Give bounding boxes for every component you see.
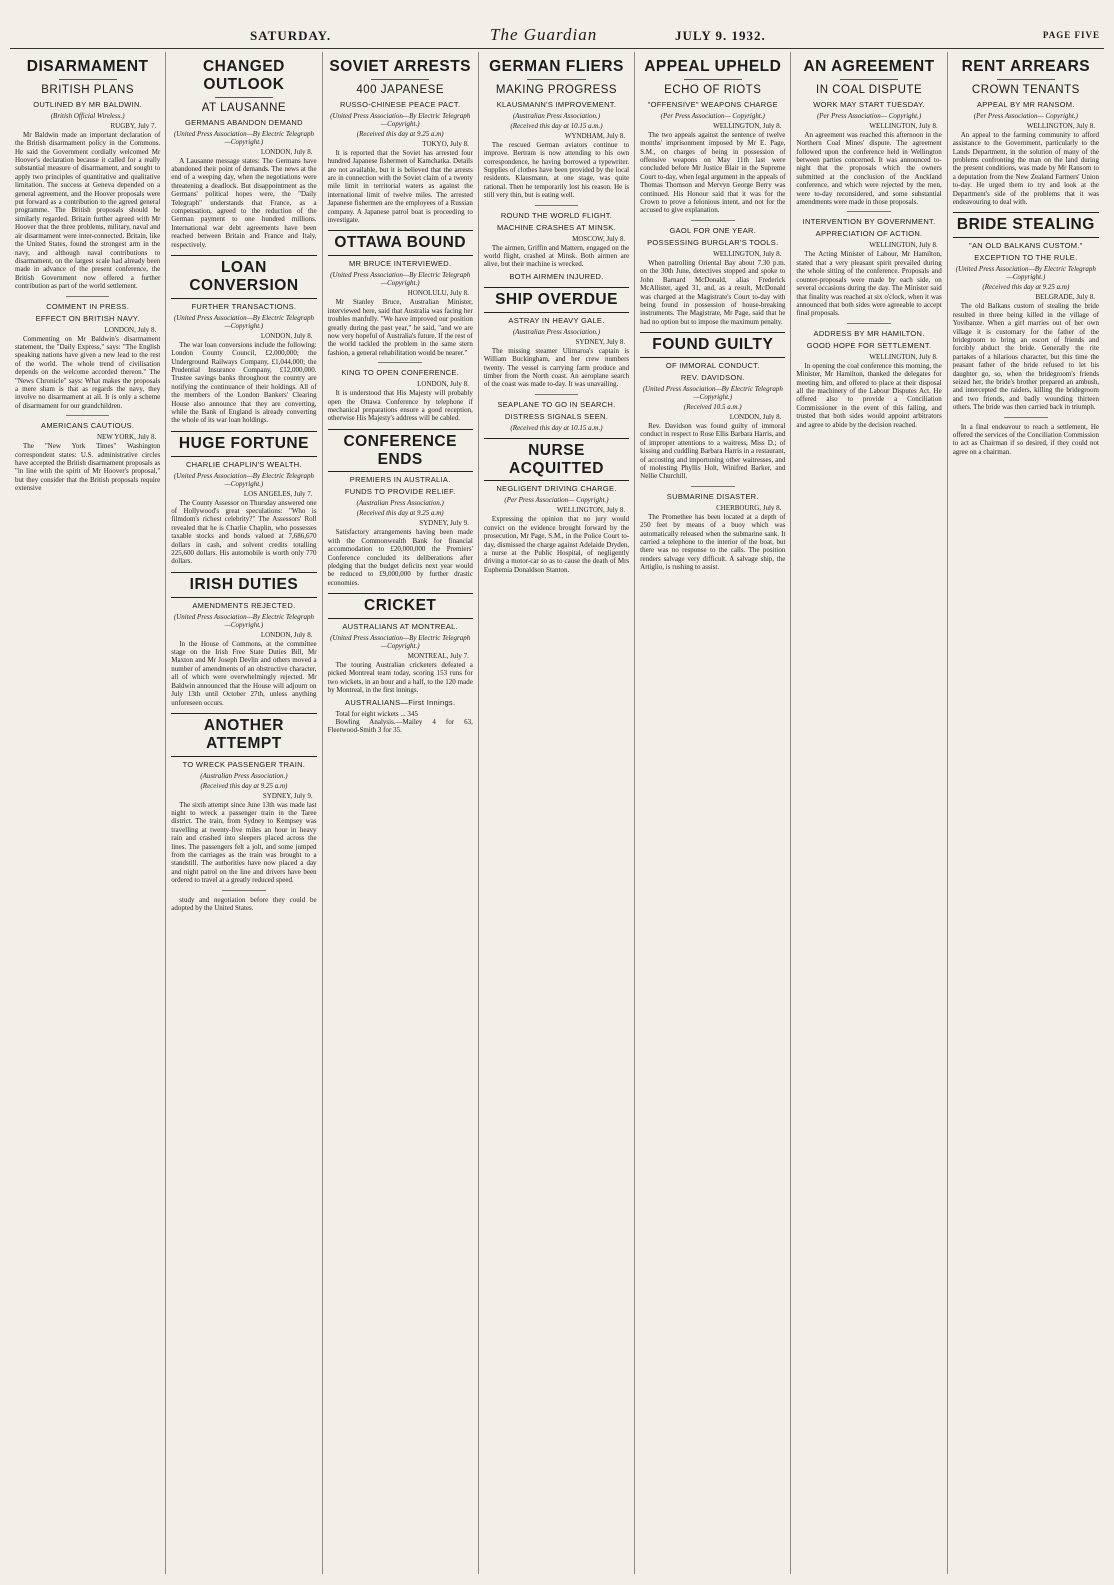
article-loan-conversion [171, 255, 316, 299]
article-body: An agreement was reached this afternoon in the Northern Coal Mines' dispute. The agreement followed upon the conference held in Wellington between parties concerned. It was announced to-night that the proposals which the owners submitted at the conclusion of the Auckland conference, and which were rejected by the men, were to-day reconsidered, and some substantial amendments were made in those proposals. [796, 130, 942, 207]
article-body: The old Balkans custom of stealing the bride resulted in three being killed in the village of Yovibanze. When a girl marries out of her own village it is customary for the father of the bridegroom to bring an escort of friends and forcibly abduct the bride. Generally the rite partakes of a hilarious character, but this time the peasant father of the bride refused to let his daughter go, so, when the bridegroom's friends seized her, the bride's brother prepared an ambush, and intercepted the raiders, killing the bridegroom and two friends, and badly wounding thirteen others. The bride was then carried back in triumph. [952, 302, 1099, 412]
article-changed-outlook [171, 58, 316, 249]
article-appeal-upheld [640, 58, 785, 326]
divider [684, 79, 742, 80]
credit-line: (Per Press Association— Copyright.) [973, 111, 1078, 120]
article-body: An appeal to the farming community to afford assistance to the Government, particularly to the Lands Department, in the solution of many of the problems confronting the man on the land during the present conditions, was made by Mr Ransom to a deputation from the New Zealand Farmers' Union to-day. He urged them to try and look at the Department's side of the problems that it was endeavouring to deal with. [952, 130, 1099, 207]
credit-line: (United Press Association—By Electric Telegraph—Copyright.) [955, 265, 1096, 282]
dateline: SYDNEY, July 9. [262, 791, 313, 800]
received-line: (Received this day at 9.25 a.m) [982, 283, 1070, 292]
dateline: WELLINGTON, July 8. [1026, 121, 1095, 130]
credit-line: (United Press Association—By Electric Telegraph—Copyright.) [173, 129, 314, 146]
divider [535, 394, 579, 395]
column-3 [323, 52, 479, 1574]
headline: NURSE ACQUITTED [509, 441, 604, 477]
received-line: (Received this day at 10.15 a.m.) [510, 423, 603, 432]
deck: REV. DAVIDSON. [680, 372, 745, 382]
headline: BRIDE STEALING [956, 216, 1095, 234]
divider [847, 211, 891, 212]
deck: CHARLIE CHAPLIN'S WEALTH. [185, 459, 302, 469]
deck: "OFFENSIVE" WEAPONS CHARGE [647, 99, 778, 109]
article-body: In opening the coal conference this morning, the Minister, Mr Hamilton, thanked the delegates for meeting him, and offered to place at their disposal all the machinery of the Labour Disputes Act. He offered also to provide a Conciliation Commissioner in the event of this failing, and trusted that both sides would appoint arbitrators and agree to abide by the decision reached. [796, 361, 942, 429]
dateline: WELLINGTON, July 8. [869, 352, 938, 361]
divider [59, 79, 117, 80]
headline: DISARMAMENT [26, 58, 149, 75]
deck: APPEAL BY MR RANSOM. [977, 99, 1075, 109]
headline: HUGE FORTUNE [178, 434, 309, 452]
received-line: (Received this day at 10.15 a.m.) [510, 121, 603, 130]
dateline: LONDON, July 8. [260, 630, 313, 639]
divider [527, 79, 585, 80]
dateline: LONDON, July 8. [417, 380, 469, 389]
dateline: CHERBOURG, July 8. [716, 503, 782, 512]
credit-line: (United Press Association—By Electric Telegraph—Copyright.) [173, 313, 314, 330]
dateline: WELLINGTON, July 8. [556, 506, 626, 515]
section-heading: ADDRESS BY MR HAMILTON. [813, 328, 925, 338]
subheadline: AT LAUSANNE [201, 101, 287, 114]
credit-line: (Per Press Association— Copyright.) [660, 111, 765, 120]
deck: DISTRESS SIGNALS SEEN. [504, 411, 609, 421]
article-body: It is understood that His Majesty will probably open the Ottawa Conference by telephone if mechanical preparations ensure a good reception, otherwise His Majesty's address will be cabled. [327, 389, 473, 423]
dateline: MONTREAL, July 7. [407, 652, 469, 661]
deck: KLAUSMANN'S IMPROVEMENT. [496, 99, 617, 109]
headline: ANOTHER ATTEMPT [203, 716, 284, 752]
credit-line: (Australian Press Association.) [356, 499, 444, 508]
article-nurse-acquitted [484, 438, 629, 482]
article-body: The missing steamer Ulimaroa's captain is William Buckingham, and her crew numbers twenty. The vessel is carrying farm produce and timber from the North coast. An aeroplane search of the coast was made to-day. It was unavailing. [483, 346, 630, 389]
article-body-continued: In a final endeavour to reach a settlement, He offered the services of the Conciliation Commission to act as Chairman if so desired, if they could not agree on a chairman. [952, 422, 1099, 456]
divider [535, 205, 579, 206]
credit-line: (Australian Press Association.) [512, 327, 601, 336]
article-bride-stealing [953, 212, 1099, 238]
subheadline: ECHO OF RIOTS [664, 83, 762, 96]
dateline: WELLINGTON, July 8. [869, 121, 938, 130]
article-another-attempt [171, 713, 316, 757]
article-rent-arrears [953, 58, 1099, 206]
article-body: The two appeals against the sentence of twelve months' imprisonment imposed by Mr E. Page, S.M., on charges of being in possession of offensive weapons on May 11th last were concluded before Mr Justice Blair in the Supreme Court to-day, when legal argument in the appeals of Thomas Thomson and Mervyn George Berry was continued. His Honour said that it was for the Crown to prove a felonious intent, and not for the accused to give explanation. [640, 130, 786, 215]
column-4 [479, 52, 635, 1574]
deck: NEGLIGENT DRIVING CHARGE. [496, 484, 617, 494]
article-body: A Lausanne message states: The Germans have abandoned their point of demands. The news at the end of a weeping day, when the negotiations were threatening a deadlock. But disappointment as the Germans' political hopes were, the "Daily Telegraph" understands that France, as a compensation, agreed to the reduction of the German payment to one hundred millions. International war debt agreements have been reached between Britain and France and Italy, respectively. [171, 156, 317, 249]
section-heading: KING TO OPEN CONFERENCE. [341, 368, 460, 378]
divider [840, 79, 898, 80]
headline: LOAN CONVERSION [189, 259, 299, 294]
masthead-page-number: PAGE FIVE [1042, 30, 1100, 40]
credit-line: (Australian Press Association.) [200, 771, 288, 780]
headline: APPEAL UPHELD [644, 58, 782, 75]
received-line: (Received this day at 9.25 a.m) [200, 781, 288, 790]
divider [222, 890, 266, 891]
section-heading: ROUND THE WORLD FLIGHT. [500, 210, 613, 220]
deck: OUTLINED BY MR BALDWIN. [33, 99, 143, 109]
column-1 [10, 52, 166, 1574]
article-body: Expressing the opinion that no jury would convict on the evidence brought forward by the prosecution, Mr Page, S.M., in the Police Court to-day, dismissed the charge against Adelaide Dryden, a nurse at the Public Hospital, of negligently driving a motor-car so as to cause the death of Mrs Euphemia Donaldson Stanton. [483, 515, 630, 574]
subheadline: BRITISH PLANS [41, 83, 135, 96]
deck: WORK MAY START TUESDAY. [813, 99, 925, 109]
deck: ASTRAY IN HEAVY GALE. [508, 315, 605, 325]
subheadline: IN COAL DISPUTE [816, 83, 923, 96]
article-body: The Acting Minister of Labour, Mr Hamilton, stated that a very pleasant spirit prevailed during the whole sitting of the conference. Proposals and counter-proposals were made by each side, on several occasions during the day. The Minister said that finality was reached at six o'clock, when it was announced that both sides were agreeable to accept final proposals. [796, 250, 942, 318]
article-an-agreement [796, 58, 941, 429]
dateline: HONOLULU, July 8. [407, 289, 469, 298]
deck: MACHINE CRASHES AT MINSK. [497, 222, 616, 232]
article-body: The Promethee has been located at a depth of 250 feet by means of a buoy which was automatically released when the submarine sank. It carried a telephone to the interior of the boat, but there was no response to the calls. The position renders salvage very difficult. A salvage ship, the Artiglio, is rushing to assist. [640, 512, 786, 572]
deck: "AN OLD BALKANS CUSTOM." [969, 241, 1083, 251]
dateline: WYNDHAM, July 8. [564, 131, 626, 140]
subheadline: MAKING PROGRESS [495, 83, 618, 96]
credit-line: (United Press Association—By Electric Telegraph—Copyright.) [330, 111, 471, 128]
received-line: (Received this day at 9.25 a.m) [356, 129, 444, 138]
headline: IRISH DUTIES [189, 575, 299, 593]
dateline: TOKYO, July 8. [422, 139, 469, 148]
credit-line: (United Press Association—By Electric Telegraph—Copyright.) [173, 612, 314, 629]
divider [66, 296, 110, 297]
deck: FURTHER TRANSACTIONS. [191, 301, 297, 311]
dateline: LONDON, July 8. [104, 325, 157, 334]
deck: AUSTRALIANS AT MONTREAL. [342, 622, 459, 632]
article-body: Mr Stanley Bruce, Australian Minister, interviewed here, said that Australia was facing her troubles manfully. "We have improved our position greatly during the past year," he said, "and we are now very hopeful of Australia's future. If the rest of the world tackled the problem in the same stern fashion, a general rehabilitation would be nearer." [327, 298, 473, 357]
deck: GOOD HOPE FOR SETTLEMENT. [806, 340, 932, 350]
deck: POSSESSING BURGLAR'S TOOLS. [647, 237, 779, 247]
divider [66, 415, 110, 416]
credit-line: (Australian Press Association.) [512, 111, 601, 120]
dateline: BELGRADE, July 8. [1035, 293, 1095, 302]
section-heading: SUBMARINE DISASTER. [666, 491, 759, 501]
article-conference-ends [328, 429, 473, 473]
dateline: LONDON, July 8. [260, 147, 313, 156]
masthead-day: SATURDAY. [250, 28, 332, 43]
masthead-date: JULY 9. 1932. [675, 28, 766, 43]
headline: AN AGREEMENT [803, 58, 935, 75]
credit-line: (United Press Association—By Electric Telegraph—Copyright.) [330, 271, 471, 288]
article-body: Mr Baldwin made an important declaration of the British disarmament policy in the Commons. He said the Government cordially welcomed Mr Hoover's declaration because it called for a really substantial measure of disarmament, and sought to apply two principles of quantitative and qualitative limitation. The success at Geneva depended on a general agreement, and the Hoover proposals were put forward as a contribution to the agreed general programme. The British proposals should be similarly regarded. Britain further agreed with Mr Hoover that the three problems, military, naval and air disarmament were inter-connected. Britain, like the United States, found the strongest arm in the navy, and although naval contributions to disarmament, on the largest scale had already been made in advance of the present conference, the British Government now offered a further contribution as part of the world settlement. [15, 130, 161, 291]
article-soviet-arrests [328, 58, 473, 224]
deck: PREMIERS IN AUSTRALIA. [349, 475, 451, 485]
scorecard-total: Total for eight wickets ... 345 [335, 709, 418, 718]
article-body: Commenting on Mr Baldwin's disarmament statement, the "Daily Express," says: "The English speaking nations have given a new lead to the rest of the world. The whole trend of civilisation depends on the welcome accorded thereon." The "News Chronicle" says: What makes the proposals a mere sham is that as regards the navy, they involve no disarmament at all. It is only a scheme of disarmament for our grandchildren. [15, 334, 161, 410]
column-2 [166, 52, 322, 1574]
masthead-rule [10, 48, 1104, 49]
section-heading: SEAPLANE TO GO IN SEARCH. [497, 399, 616, 409]
article-body: The sixth attempt since June 13th was made last night to wreck a passenger train in the Taree district. The train, from Sydney to Kempsey was travelling at twenty-five miles an hour in heavy rain and crashed into sleepers placed across the lines. The passengers felt a jolt, and some jumped from the carriages as the train was brought to a standstill. The authorities have now placed a day and night patrol on the line and drivers have been ordered to travel at a greatly reduced speed. [171, 800, 317, 885]
masthead [10, 25, 1104, 50]
dateline: MOSCOW, July 8. [572, 234, 626, 243]
column-6 [791, 52, 947, 1574]
deck: AMENDMENTS REJECTED. [192, 600, 296, 610]
divider [691, 220, 735, 221]
divider [691, 486, 735, 487]
divider [1004, 417, 1048, 418]
section-heading: COMMENT IN PRESS. [46, 301, 130, 311]
dateline: LONDON, July 8. [260, 331, 313, 340]
headline: CHANGED OUTLOOK [202, 58, 285, 93]
credit-line: (United Press Association—By Electric Telegraph—Copyright.) [642, 384, 783, 401]
dateline: LONDON, July 8. [729, 412, 782, 421]
article-body: Satisfactory arrangements having been made with the Commonwealth Bank for financial accommodation to £20,000,000 the Premiers' Conference concluded its deliberations after pledging that the budget deficits next year would be reduced to £9,000,000 by further drastic economies. [327, 528, 473, 587]
article-huge-fortune [171, 431, 316, 457]
deck: EFFECT ON BRITISH NAVY. [35, 313, 140, 323]
section-heading: AUSTRALIANS—First Innings. [345, 697, 456, 707]
deck: EXCEPTION TO THE RULE. [974, 253, 1078, 263]
deck: APPRECIATION OF ACTION. [815, 229, 923, 239]
article-found-guilty [640, 332, 785, 358]
column-7 [948, 52, 1104, 1574]
credit-line: (United Press Association—By Electric Telegraph—Copyright.) [173, 471, 314, 488]
divider [378, 362, 422, 363]
headline: CRICKET [364, 597, 437, 615]
article-cricket [328, 593, 473, 619]
dateline: WELLINGTON, July 8. [713, 121, 782, 130]
bowling-analysis: Bowling Analysis.—Mailey 4 for 63, Fleetwood-Smith 3 for 35. [327, 718, 473, 735]
section-heading: AMERICANS CAUTIOUS. [41, 421, 135, 431]
divider [847, 323, 891, 324]
dateline: SYDNEY, July 9. [419, 519, 469, 528]
headline: CONFERENCE ENDS [343, 432, 457, 468]
dateline: NEW YORK, July 8. [96, 433, 157, 442]
dateline: SYDNEY, July 8. [575, 337, 626, 346]
article-body: The touring Australian cricketers defeated a picked Montreal team today, scoring 153 runs for two wickets, in an hour and a half, to the 120 made by Montreal, in the first innings. [327, 661, 473, 695]
subheadline: CROWN TENANTS [971, 83, 1080, 96]
article-body: The rescued German aviators continue to improve. Bertram is now attending to his own correspondence, he having borrowed a typewriter. Supplies of clothes have been provided by the local residents. Klausmann, at one stage, was quite rational. Then he temporarily lost his reason. He is still very thin, but is eating well. [483, 140, 630, 200]
deck: TO WRECK PASSENGER TRAIN. [182, 759, 306, 769]
article-disarmament [15, 58, 160, 493]
divider [371, 79, 429, 80]
deck: RUSSO-CHINESE PEACE PACT. [340, 99, 461, 109]
deck: MR BRUCE INTERVIEWED. [348, 259, 452, 269]
article-body: The County Assessor on Thursday answered one of Hollywood's great speculations: "Who is filmdom's richest celebrity?" The Assessors' Roll revealed that he is Charlie Chaplin, who possesses taxable stocks and bonds valued at 7,686,670 dollars in cash, and solvent credits totalling 225,600 dollars. His automobile is worth only 770 dollars. [171, 498, 317, 566]
article-body: It is reported that the Soviet has arrested four hundred Japanese fishermen of Kamchatka. Details are not available, but it is believed that the arrests are in connection with the Soviet claim of a twenty mile limit in territorial waters as against the international limit of twelve miles. The arrested Japanese fishermen are the employees of a Russian company. A Japanese patrol boat is proceeding to investigate. [327, 148, 473, 225]
article-body-continued: study and negotiation before they could be adopted by the United States. [171, 895, 317, 912]
headline: OTTAWA BOUND [334, 234, 467, 252]
section-heading: GAOL FOR ONE YEAR. [669, 225, 757, 235]
divider [997, 79, 1056, 80]
headline: GERMAN FLIERS [489, 58, 624, 75]
dateline: LOS ANGELES, July 7. [243, 489, 313, 498]
credit-line: (Per Press Association— Copyright.) [504, 496, 609, 505]
credit-line: (British Official Wireless.) [50, 111, 125, 120]
received-line: (Received this day at 9.25 a.m) [356, 509, 444, 518]
article-body: The "New York Times" Washington correspondent states: U.S. administrative circles have accepted the British disarmament proposals as "in line with the spirit of Mr Hoover's proposal," but they consider that the British proposals require extensive [15, 442, 161, 493]
section-heading: INTERVENTION BY GOVERNMENT. [802, 217, 936, 227]
article-body: Rev. Davidson was found guilty of immoral conduct in respect to Rose Ellis Barbara Harris, and of improper attentions to a waitress, Miss D.; of kissing and cuddling Barbara Harris in a restaurant, of accosting and importuning other waitresses, and of molesting Phyllis Holt, Winifred Barker, and Nellie Churchill. [640, 421, 786, 481]
credit-line: (Per Press Association— Copyright.) [816, 111, 922, 120]
article-body: When patrolling Oriental Bay about 7.30 p.m. on the 30th June, detectives stopped and spoke to John Barnard McDonald, alias Frederick McAllister, aged 31, and, as a result, McDonald was charged at the Magistrate's Court to-day with being found in possession of house-breaking instruments. The Magistrate, Mr Page, said that he had no option but to impose the maximum penalty. [640, 258, 786, 326]
deck: GERMANS ABANDON DEMAND [184, 117, 303, 127]
article-body: In the House of Commons, at the committee stage on the Irish Free State Duties Bill, Mr Maxton and Mr Joseph Devlin and others moved a number of amendments of an obstructive character, all of which were overwhelmingly rejected. Mr Baldwin announced that the House will adjourn on July 13th until October 27th, unless anything unforeseen occurs. [171, 639, 317, 707]
dateline: WELLINGTON, July 8. [869, 241, 938, 250]
headline: FOUND GUILTY [652, 336, 774, 354]
subheadline: 400 JAPANESE [356, 83, 444, 96]
dateline: WELLINGTON, July 8. [713, 249, 782, 258]
newspaper-columns [10, 52, 1104, 1574]
headline: SOVIET ARRESTS [329, 58, 472, 75]
received-line: (Received 10.5 a.m.) [683, 402, 742, 411]
article-irish-duties [171, 572, 316, 598]
article-ship-overdue [484, 287, 629, 313]
deck: FUNDS TO PROVIDE RELIEF. [344, 487, 456, 497]
dateline: RUGBY, July 7. [110, 121, 157, 130]
headline: RENT ARREARS [961, 58, 1091, 75]
article-ottawa-bound [328, 230, 473, 256]
article-body: The airmen, Griffin and Mattern, engaged on the world flight, crashed at Minsk. Both airmen are alive, but their machine is wrecked. [483, 243, 630, 269]
credit-line: (United Press Association—By Electric Telegraph—Copyright.) [330, 634, 471, 651]
divider [215, 97, 273, 98]
section-heading: BOTH AIRMEN INJURED. [509, 271, 604, 281]
column-5 [635, 52, 791, 1574]
headline: SHIP OVERDUE [495, 290, 618, 308]
deck: OF IMMORAL CONDUCT. [665, 360, 760, 370]
article-body: The war loan conversions include the following: London County Council, £2,000,000; the Underground Railways Company, £1,044,000; the Prudential Insurance Company, £12,000,000. Trustee savings banks throughout the country are notifying the continuance of their holdings. All of the members of the London Bankers' Clearing House also announce that they are converting, while the Bank of England is already converting the whole of its war loan holdings. [171, 340, 317, 425]
masthead-paper-name: The Guardian [490, 25, 598, 44]
article-german-fliers [484, 58, 629, 281]
